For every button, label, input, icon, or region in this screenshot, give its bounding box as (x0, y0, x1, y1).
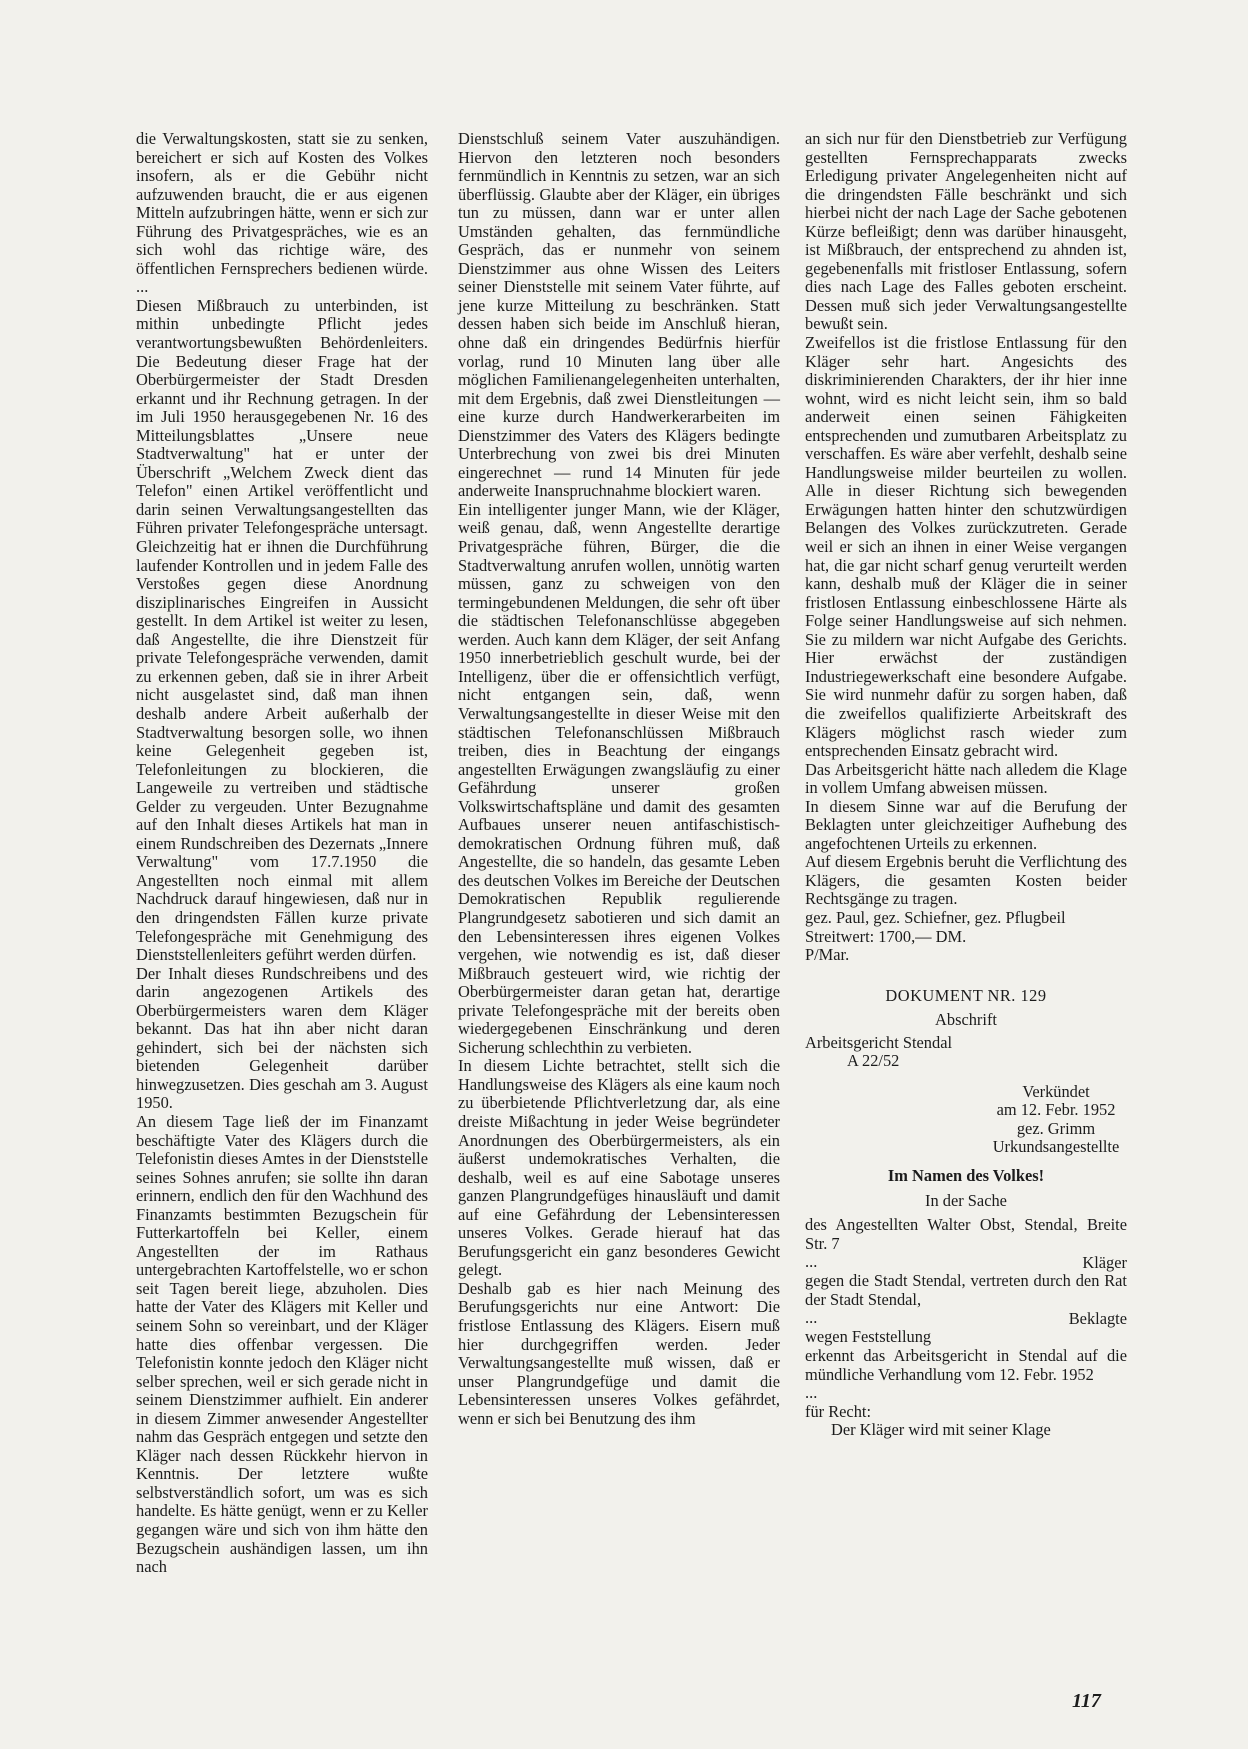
verkuendet-line: Urkundsangestellte (992, 1137, 1120, 1157)
paragraph: Der Inhalt dieses Rundschreibens und des darin angezogenen Artikels des Oberbürgermeisters waren dem Kläger bekannt. Das hat ihn aber nicht daran gehindert, sich bei der nächsten sich bietenden Gelegenheit darüber hinwegzusetzen. Dies geschah am 3. August 1950. (136, 963, 428, 1113)
party-role: Beklagte (1068, 1308, 1127, 1328)
paragraph: Auf diesem Ergebnis beruht die Verflichtung des Klägers, die gesamten Kosten beider Rechtsgänge zu tragen. (805, 852, 1127, 909)
ellipsis: ... (805, 1308, 818, 1328)
in-der-sache: In der Sache (925, 1190, 1007, 1210)
page-number: 117 (1072, 1690, 1101, 1712)
ellipsis: ... (805, 1252, 818, 1272)
text-column-left (136, 130, 428, 1577)
subject-line: wegen Feststellung (805, 1327, 932, 1347)
party-line: gegen die Stadt Stendal, vertreten durch den Rat der Stadt Stendal, (805, 1271, 1127, 1309)
text-column-middle (458, 130, 780, 1428)
reference-mark: P/Mar. (805, 945, 850, 965)
paragraph: Ein intelligenter junger Mann, wie der Kläger, weiß genau, daß, wenn Angestellte derartige Privatgespräche führen, Bürger, die die Stadtverwaltung anrufen wollen, unnötig warten müssen, ganz zu schweigen von den termingebundenen Meldungen, die sehr oft über die städtischen Telefonanschlüsse abgegeben werden. Auch kann dem Kläger, der seit Anfang 1950 innerbetrieblich geschult wurde, bei der Intelligenz, über die er offensichtlich verfügt, nicht entgangen sein, daß, wenn Verwaltungsangestellte in dieser Weise mit den städtischen Telefonanschlüssen Mißbrauch treiben, dies in Beachtung der eingangs angestellten Erwägungen zwangsläufig zu einer Gefährdung unserer großen Volkswirtschaftspläne und damit des gesamten Aufbaues unserer neuen antifaschistisch-demokratischen Ordnung führen muß, daß Angestellte, die so handeln, das gesamte Leben des deutschen Volkes im Bereiche der Deutschen Demokratischen Republik regulierende Plangrundgesetz sabotieren und sich damit an den Lebensinteressen ihres eigenen Volkes vergehen, wie notwendig es ist, daß dieser Mißbrauch gesteuert wird, wie richtig der Oberbürgermeister daran getan hat, derartige private Telefongespräche mit der bereits oben wiedergegebenen Einschränkung und deren Sicherung schlechthin zu verbieten. (458, 499, 780, 1057)
verkuendet-line: Verkündet (1022, 1081, 1090, 1101)
paragraph: die Verwaltungskosten, statt sie zu senken, bereichert er sich auf Kosten des Volkes insofern, als er die Gebühr nicht aufzuwenden braucht, die er aus eigenen Mitteln aufzubringen hätte, wenn er sich zur Führung des Privatgespräches, wie es an sich wohl das richtige wäre, des öffentlichen Fernsprechers bedienen würde. ... (136, 129, 428, 297)
paragraph: Das Arbeitsgericht hätte nach alledem die Klage in vollem Umfang abweisen müssen. (805, 759, 1127, 798)
signatures: gez. Paul, gez. Schiefner, gez. Pflugbeil (805, 907, 1066, 927)
paragraph: Dienstschluß seinem Vater auszuhändigen. Hiervon den letzteren noch besonders fernmündlich in Kenntnis zu setzen, war an sich überflüssig. Glaubte aber der Kläger, ein übriges tun zu müssen, dann war er unter allen Umständen gehalten, das fernmündliche Gespräch, das er nunmehr von seinem Dienstzimmer aus ohne Wissen des Leiters seiner Dienststelle mit seinem Vater führte, auf jene kurze Mitteilung zu beschränken. Statt dessen haben sich beide im Anschluß hieran, ohne daß ein dringendes Bedürfnis hierfür vorlag, rund 10 Minuten lang über alle möglichen Familienangelegenheiten unterhalten, mit dem Ergebnis, daß zwei Dienstleitungen — eine kurze durch Handwerkerarbeiten im Dienstzimmer des Vaters des Klägers bedingte Unterbrechung von zwei bis drei Minuten eingerechnet — rund 14 Minuten für jede anderweite Inanspruchnahme blockiert waren. (458, 129, 780, 501)
ellipsis: ... (805, 1383, 818, 1403)
paragraph: In diesem Sinne war auf die Berufung der Beklagten unter gleichzeitiger Aufhebung des angefochtenen Urteils zu erkennen. (805, 796, 1127, 853)
streitwert: Streitwert: 1700,— DM. (805, 926, 967, 946)
case-number: A 22/52 (847, 1051, 900, 1071)
paragraph: an sich nur für den Dienstbetrieb zur Verfügung gestellten Fernsprechapparats zwecks Erledigung privater Angelegenheiten nicht auf die dringendsten Fälle beschränkt und sich hierbei nicht der nach Lage der Sache gebotenen Kürze befleißigt; denn was darüber hinausgeht, ist Mißbrauch, der entsprechend zu ahnden ist, gegebenenfalls mit fristloser Entlassung, sofern dies nach Lage des Falles geboten erscheint. Dessen muß sich jeder Verwaltungsangestellte bewußt sein. (805, 129, 1127, 334)
verkuendet-line: gez. Grimm (1016, 1118, 1096, 1138)
verdict-text: Der Kläger wird mit seiner Klage (831, 1420, 1051, 1440)
document-heading: DOKUMENT NR. 129 (885, 985, 1047, 1005)
text-column-right (805, 130, 1127, 1440)
verkuendet-block (805, 1083, 1127, 1157)
paragraph: Deshalb gab es hier nach Meinung des Berufungsgerichts nur eine Antwort: Die fristlose Entlassung des Klägers. Eisern muß hier durchgegriffen werden. Jeder Verwaltungsangestellte muß wissen, daß er unser Plangrundgefüge und damit die Lebensinteressen unseres Volkes gefährdet, wenn er sich bei Benutzung des ihm (458, 1278, 780, 1428)
paragraph: An diesem Tage ließ der im Finanzamt beschäftigte Vater des Klägers durch die Telefonistin dieses Amtes in der Dienststelle seines Sohnes anrufen; sie sollte ihn daran erinnern, endlich den für den Wachhund des Finanzamts bestimmten Bezugschein für Futterkartoffeln bei Keller, einem Angestellten der im Rathaus untergebrachten Kartoffelstelle, wo er schon seit Tagen bereit liege, abzuholen. Dies hatte der Vater des Klägers mit Keller und seinem Sohn so vereinbart, und der Kläger hatte dies offenbar vergessen. Die Telefonistin konnte jedoch den Kläger nicht selber sprechen, weil er sich gerade nicht in seinem Dienstzimmer aufhielt. Ein anderer in diesem Zimmer anwesender Angestellter nahm das Gespräch entgegen und setzte den Kläger nach dessen Rückkehr hiervon in Kenntnis. Der letztere wußte selbstverständlich sofort, um was es sich handelte. Es hätte genügt, wenn er zu Keller gegangen wäre und sich von ihm hätte den Bezugschein aushändigen lassen, um ihn nach (136, 1111, 428, 1577)
paragraph: Diesen Mißbrauch zu unterbinden, ist mithin unbedingte Pflicht jedes verantwortungsbewußten Behördenleiters. Die Bedeutung dieser Frage hat der Oberbürgermeister der Stadt Dresden erkannt und ihr Rechnung getragen. In der im Juli 1950 herausgegebenen Nr. 16 des Mitteilungsblattes „Unsere neue Stadtverwaltung" hat er unter der Überschrift „Welchem Zweck dient das Telefon" einen Artikel veröffentlicht und darin seinen Verwaltungsangestellten das Führen privater Telefongespräche untersagt. Gleichzeitig hat er ihnen die Durchführung laufender Kontrollen und in jedem Falle des Verstoßes gegen diese Anordnung disziplinarisches Eingreifen in Aussicht gestellt. In dem Artikel ist weiter zu lesen, daß Angestellte, die ihre Dienstzeit für private Telefongespräche verwenden, damit zu erkennen geben, daß sie in ihrer Arbeit nicht ausgelastet sind, daß man ihnen deshalb andere Arbeit außerhalb der Stadtverwaltung besorgen solle, wo ihnen keine Gelegenheit gegeben ist, Telefonleitungen zu blockieren, die Langeweile zu vertreiben und städtische Gelder zu vergeuden. Unter Bezugnahme auf den Inhalt dieses Artikels hat man in einem Rundschreiben des Dezernats „Innere Verwaltung" vom 17.7.1950 die Angestellten noch einmal mit allem Nachdruck darauf hingewiesen, daß nur in den dringendsten Fällen kurze private Telefongespräche mit Genehmigung des Dienststellenleiters geführt werden dürfen. (136, 295, 428, 965)
court-name: Arbeitsgericht Stendal (805, 1032, 953, 1052)
party-role: Kläger (1082, 1252, 1127, 1272)
verdict-intro: erkennt das Arbeitsgericht in Stendal auf die mündliche Verhandlung vom 12. Febr. 1952 (805, 1346, 1127, 1384)
party-line: des Angestellten Walter Obst, Stendal, Breite Str. 7 (805, 1215, 1127, 1253)
paragraph: In diesem Lichte betrachtet, stellt sich die Handlungsweise des Klägers als eine kaum noch zu überbietende Pflichtverletzung dar, als eine dreiste Mißachtung in jeder Weise begründeter Anordnungen des Oberbürgermeisters, als ein äußerst undemokratisches Verhalten, die deshalb, weil es auf eine Sabotage unseres ganzen Plangrundgefüges hinausläuft und damit auf eine Gefährdung der Lebensinteressen unseres Volkes. Gerade hierauf hat das Berufungsgericht ein ganz besonderes Gewicht gelegt. (458, 1056, 780, 1280)
verdict-label: für Recht: (805, 1401, 871, 1421)
abschrift-label: Abschrift (935, 1010, 997, 1030)
paragraph: Zweifellos ist die fristlose Entlassung für den Kläger sehr hart. Angesichts des diskriminierenden Charakters, der ihr hier inne wohnt, wird es nicht leicht sein, ihm so bald anderweit einen seinen Fähigkeiten entsprechenden und zumutbaren Arbeitsplatz zu verschaffen. Es wäre aber verfehlt, deshalb seine Handlungsweise milder beurteilen zu wollen. Alle in dieser Richtung sich bewegenden Erwägungen hatten hinter den schutzwürdigen Belangen des Volkes zurückzutreten. Gerade weil er sich an ihnen in einer Weise vergangen hat, die gar nicht scharf genug verurteilt werden kann, deshalb muß der Kläger die in seiner fristlosen Entlassung einbeschlossene Härte als Folge seiner Handlungsweise auf sich nehmen. Sie zu mildern war nicht Aufgabe des Gerichts. Hier erwächst der zuständigen Industriegewerkschaft eine besondere Aufgabe. Sie wird nunmehr dafür zu sorgen haben, daß die zweifellos qualifizierte Arbeitskraft des Klägers möglichst rasch wieder zum entsprechenden Einsatz gebracht wird. (805, 333, 1127, 761)
verkuendet-line: am 12. Febr. 1952 (996, 1100, 1116, 1120)
im-namen-heading: Im Namen des Volkes! (887, 1165, 1045, 1185)
